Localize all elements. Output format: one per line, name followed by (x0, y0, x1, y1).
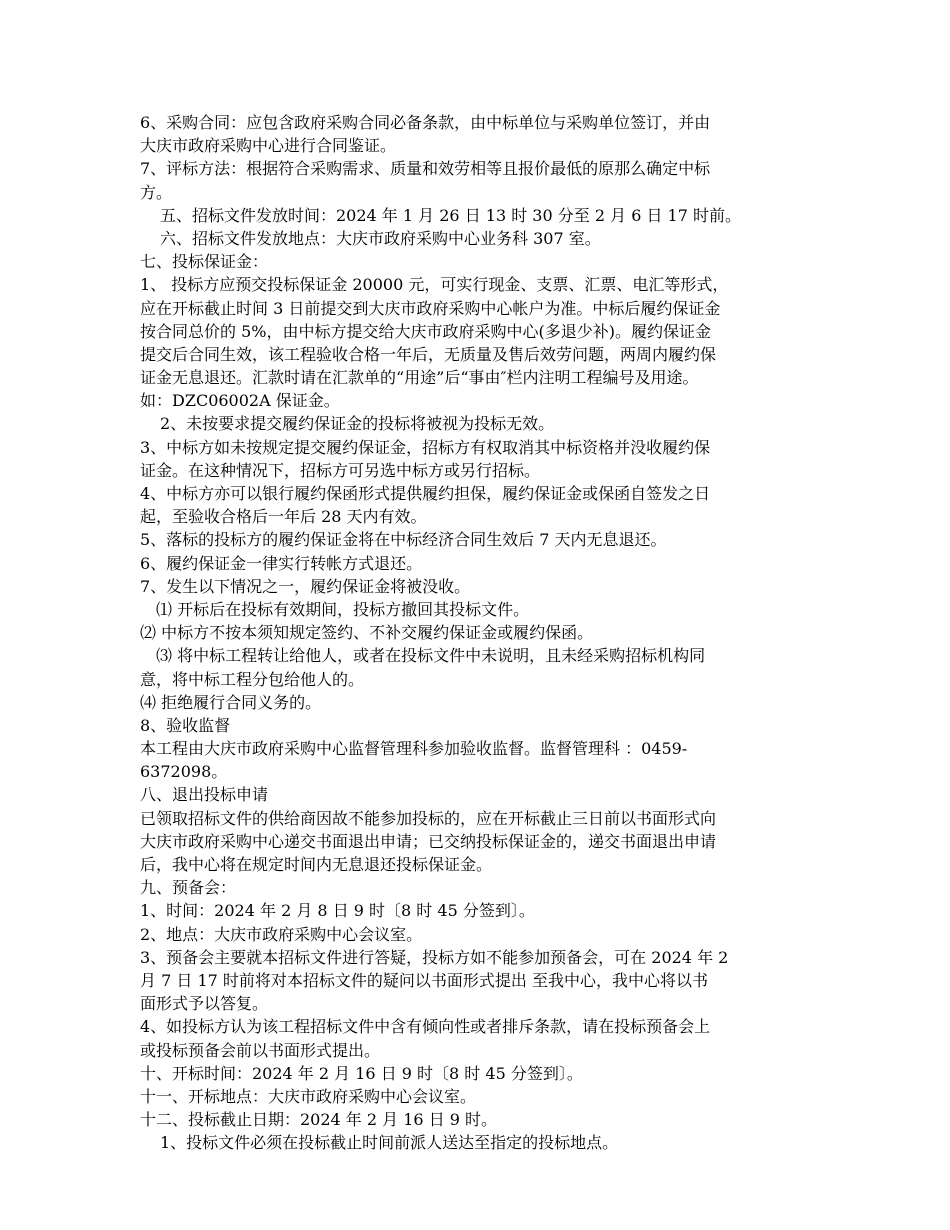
text-line: 1、投标文件必须在投标截止时间前派人送达至指定的投标地点。 (160, 1133, 619, 1153)
text-line: 5、落标的投标方的履约保证金将在中标经济合同生效后 7 天内无息退还。 (140, 530, 667, 550)
text-line: 月 7 日 17 时前将对本招标文件的疑问以书面形式提出 至我中心，我中心将以书 (140, 970, 708, 990)
text-line: 已领取招标文件的供给商因故不能参加投标的，应在开标截止三日前以书面形式向 (140, 808, 717, 828)
text-line: 7、发生以下情况之一，履约保证金将被没收。 (140, 576, 471, 596)
text-line: 证金。在这种情况下，招标方可另选中标方或另行招标。 (140, 460, 541, 480)
text-line: 1、 投标方应预交投标保证金 20000 元，可实行现金、支票、汇票、电汇等形式， (140, 275, 729, 295)
text-line: 五、招标文件发放时间：2024 年 1 月 26 日 13 时 30 分至 2 月 6 日 17 时前。 (160, 205, 741, 225)
section-heading: 七、投标保证金： (140, 252, 269, 272)
text-line: 3、预备会主要就本招标文件进行答疑，投标方如不能参加预备会，可在 2024 年 2 (140, 947, 729, 967)
text-line: 应在开标截止时间 3 日前提交到大庆市政府采购中心帐户为准。中标后履约保证金 (140, 298, 721, 318)
text-line: 大庆市政府采购中心进行合同鉴证。 (140, 136, 397, 156)
section-heading: 8、验收监督 (140, 715, 231, 735)
text-line: 7、评标方法：根据符合采购需求、质量和效劳相等且报价最低的原那么确定中标 (140, 159, 711, 179)
text-line: 6372098。 (140, 762, 228, 782)
section-heading: 八、退出投标申请 (140, 785, 269, 805)
text-line: 大庆市政府采购中心递交书面退出申请；已交纳投标保证金的，递交书面退出申请 (140, 831, 717, 851)
text-line: 提交后合同生效，该工程验收合格一年后，无质量及售后效劳问题，两周内履约保 (140, 344, 717, 364)
text-line: 意，将中标工程分包给他人的。 (140, 669, 365, 689)
section-heading: 十、开标时间：2024 年 2 月 16 日 9 时〔8 时 45 分签到〕。 (140, 1063, 583, 1083)
text-line: 证金无息退还。汇款时请在汇款单的“用途”后“事由″栏内注明工程编号及用途。 (140, 368, 699, 388)
text-line: 本工程由大庆市政府采购中心监督管理科参加验收监督。监督管理科 ：0459- (140, 739, 688, 759)
text-line: 4、如投标方认为该工程招标文件中含有倾向性或者排斥条款，请在投标预备会上 (140, 1017, 711, 1037)
text-line: 后，我中心将在规定时间内无息退还投标保证金。 (140, 855, 493, 874)
section-heading: 九、预备会： (140, 878, 237, 898)
text-line: 2、地点：大庆市政府采购中心会议室。 (140, 924, 423, 944)
text-line: ⑷ 拒绝履行合同义务的。 (140, 692, 322, 712)
text-line: 2、未按要求提交履约保证金的投标将被视为投标无效。 (160, 414, 555, 434)
section-heading: 十二、投标截止日期：2024 年 2 月 16 日 9 时。 (140, 1110, 498, 1130)
text-line: ⑴ 开标后在投标有效期间，投标方撤回其投标文件。 (156, 599, 530, 619)
text-line: ⑶ 将中标工程转让给他人，或者在投标文件中未说明，且未经采购招标机构同 (156, 646, 706, 666)
section-heading: 十一、开标地点：大庆市政府采购中心会议室。 (140, 1086, 477, 1106)
text-line: 1、时间：2024 年 2 月 8 日 9 时〔8 时 45 分签到〕。 (140, 901, 535, 921)
text-line: 六、招标文件发放地点：大庆市政府采购中心业务科 307 室。 (160, 228, 601, 248)
text-line: 起，至验收合格后一年后 28 天内有效。 (140, 507, 427, 527)
text-line: 6、履约保证金一律实行转帐方式退还。 (140, 553, 423, 573)
text-line: 按合同总价的 5%，由中标方提交给大庆市政府采购中心(多退少补)。履约保证金 (140, 321, 711, 341)
text-line: 方。 (140, 182, 173, 202)
text-line: 如：DZC06002A 保证金。 (140, 391, 340, 411)
text-line: 或投标预备会前以书面形式提出。 (140, 1040, 381, 1060)
text-line: 面形式予以答复。 (140, 994, 269, 1014)
text-line: ⑵ 中标方不按本须知规定签约、不补交履约保证金或履约保函。 (140, 623, 594, 643)
text-line: 3、中标方如未按规定提交履约保证金，招标方有权取消其中标资格并没收履约保 (140, 437, 711, 457)
text-line: 6、采购合同：应包含政府采购合同必备条款，由中标单位与采购单位签订，并由 (140, 113, 711, 132)
text-line: 4、中标方亦可以银行履约保函形式提供履约担保，履约保证金或保函自签发之日 (140, 484, 711, 503)
document-body (140, 111, 830, 1154)
